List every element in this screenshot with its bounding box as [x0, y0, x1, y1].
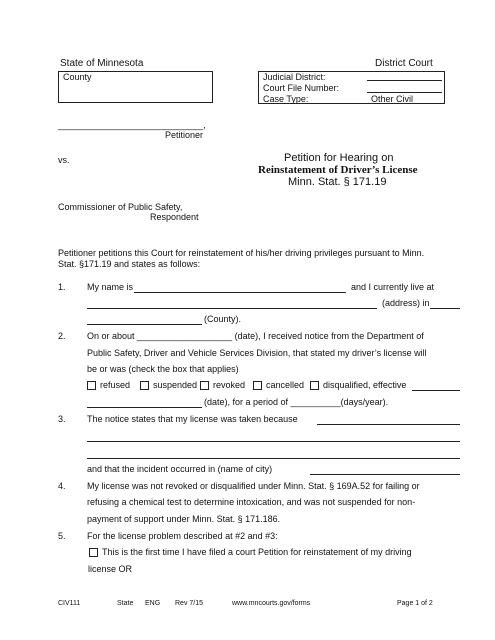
- footer-url[interactable]: www.mncourts.gov/forms: [232, 600, 311, 607]
- item-5-option-1-line-1: This is the first time I have filed a court Petition for reinstatement of my driving: [102, 547, 412, 557]
- judicial-district-label: Judicial District:: [263, 72, 326, 82]
- effective-date-field-cont[interactable]: [87, 407, 202, 408]
- footer-page-number: Page 1 of 2: [397, 600, 433, 607]
- item-1-number: 1.: [58, 282, 66, 292]
- cancelled-checkbox[interactable]: [253, 381, 262, 390]
- title-line-3: Minn. Stat. § 171.19: [288, 176, 387, 188]
- case-type-value: Other Civil: [371, 94, 414, 104]
- item-1-text-a: My name is: [87, 282, 134, 292]
- reason-field-1[interactable]: [317, 424, 460, 425]
- item-1-text-d: (County).: [204, 314, 242, 324]
- city-field[interactable]: [310, 474, 460, 475]
- respondent-name: Commissioner of Public Safety,: [58, 202, 183, 212]
- reason-field-2[interactable]: [87, 441, 460, 442]
- item-5-option-1-line-2: license OR: [88, 564, 133, 574]
- revoked-label: revoked: [213, 380, 246, 390]
- petitioner-name-field[interactable]: _____________________________,: [58, 120, 206, 130]
- case-info-box: [258, 71, 445, 104]
- item-2-line-2: Public Safety, Driver and Vehicle Services Division, that stated my driver’s license will: [87, 348, 427, 358]
- effective-date-field[interactable]: [412, 390, 460, 391]
- court-file-number-field[interactable]: [367, 92, 442, 93]
- address-field[interactable]: [87, 308, 377, 309]
- footer-revision: Rev 7/15: [175, 600, 204, 607]
- case-type-label: Case Type:: [263, 94, 309, 104]
- judicial-district-field[interactable]: [367, 80, 442, 81]
- item-4-line-2: refusing a chemical test to determine intoxication, and was not suspended for non-: [87, 497, 416, 507]
- petitioner-label: Petitioner: [165, 130, 204, 140]
- item-3-number: 3.: [58, 414, 66, 424]
- name-field[interactable]: [134, 292, 346, 293]
- item-2-line-3: be or was (check the box that applies): [87, 364, 239, 374]
- title-line-2: Reinstatement of Driver’s License: [258, 164, 418, 176]
- item-3-line-4: and that the incident occurred in (name of city): [87, 464, 273, 474]
- reason-field-3[interactable]: [87, 458, 460, 459]
- item-1-text-c: (address) in: [382, 298, 430, 308]
- county-label: County: [63, 72, 92, 82]
- item-4-line-3: payment of support under Minn. Stat. § 171.186.: [87, 514, 281, 524]
- refused-label: refused: [100, 380, 131, 390]
- footer-language: ENG: [145, 600, 161, 607]
- address-city-field[interactable]: [430, 308, 460, 309]
- suspended-checkbox[interactable]: [140, 381, 149, 390]
- item-2-line-1: On or about ___________________ (date), I received notice from the Department of: [87, 331, 424, 341]
- intro-line-2: Stat. §171.19 and states as follows:: [58, 259, 201, 269]
- respondent-label: Respondent: [150, 212, 199, 222]
- item-2-line-5: (date), for a period of __________(days/year).: [204, 397, 389, 407]
- court-file-number-label: Court File Number:: [263, 83, 340, 93]
- first-time-checkbox[interactable]: [89, 548, 98, 557]
- footer-form-number: CIV111: [58, 600, 81, 607]
- disqualified-label: disqualified, effective: [323, 380, 407, 390]
- cancelled-label: cancelled: [266, 380, 305, 390]
- intro-line-1: Petitioner petitions this Court for reinstatement of his/her driving privileges pursuant to Minn.: [58, 248, 425, 258]
- footer-state: State: [117, 600, 134, 607]
- county-box[interactable]: [58, 71, 213, 103]
- disqualified-checkbox[interactable]: [310, 381, 319, 390]
- item-4-line-1: My license was not revoked or disqualified under Minn. Stat. § 169A.52 for failing or: [87, 481, 420, 491]
- vs-label: vs.: [58, 155, 70, 165]
- item-1-text-b: and I currently live at: [351, 282, 435, 292]
- county-field[interactable]: [87, 324, 202, 325]
- item-4-number: 4.: [58, 481, 66, 491]
- item-3-line-1: The notice states that my license was taken because: [87, 414, 298, 424]
- suspended-label: suspended: [153, 380, 198, 390]
- court-label: District Court: [375, 58, 433, 69]
- item-5-number: 5.: [58, 531, 66, 541]
- state-label: State of Minnesota: [60, 58, 144, 69]
- refused-checkbox[interactable]: [87, 381, 96, 390]
- item-5-line-1: For the license problem described at #2 and #3:: [87, 531, 278, 541]
- item-2-number: 2.: [58, 331, 66, 341]
- title-line-1: Petition for Hearing on: [284, 152, 394, 164]
- revoked-checkbox[interactable]: [200, 381, 209, 390]
